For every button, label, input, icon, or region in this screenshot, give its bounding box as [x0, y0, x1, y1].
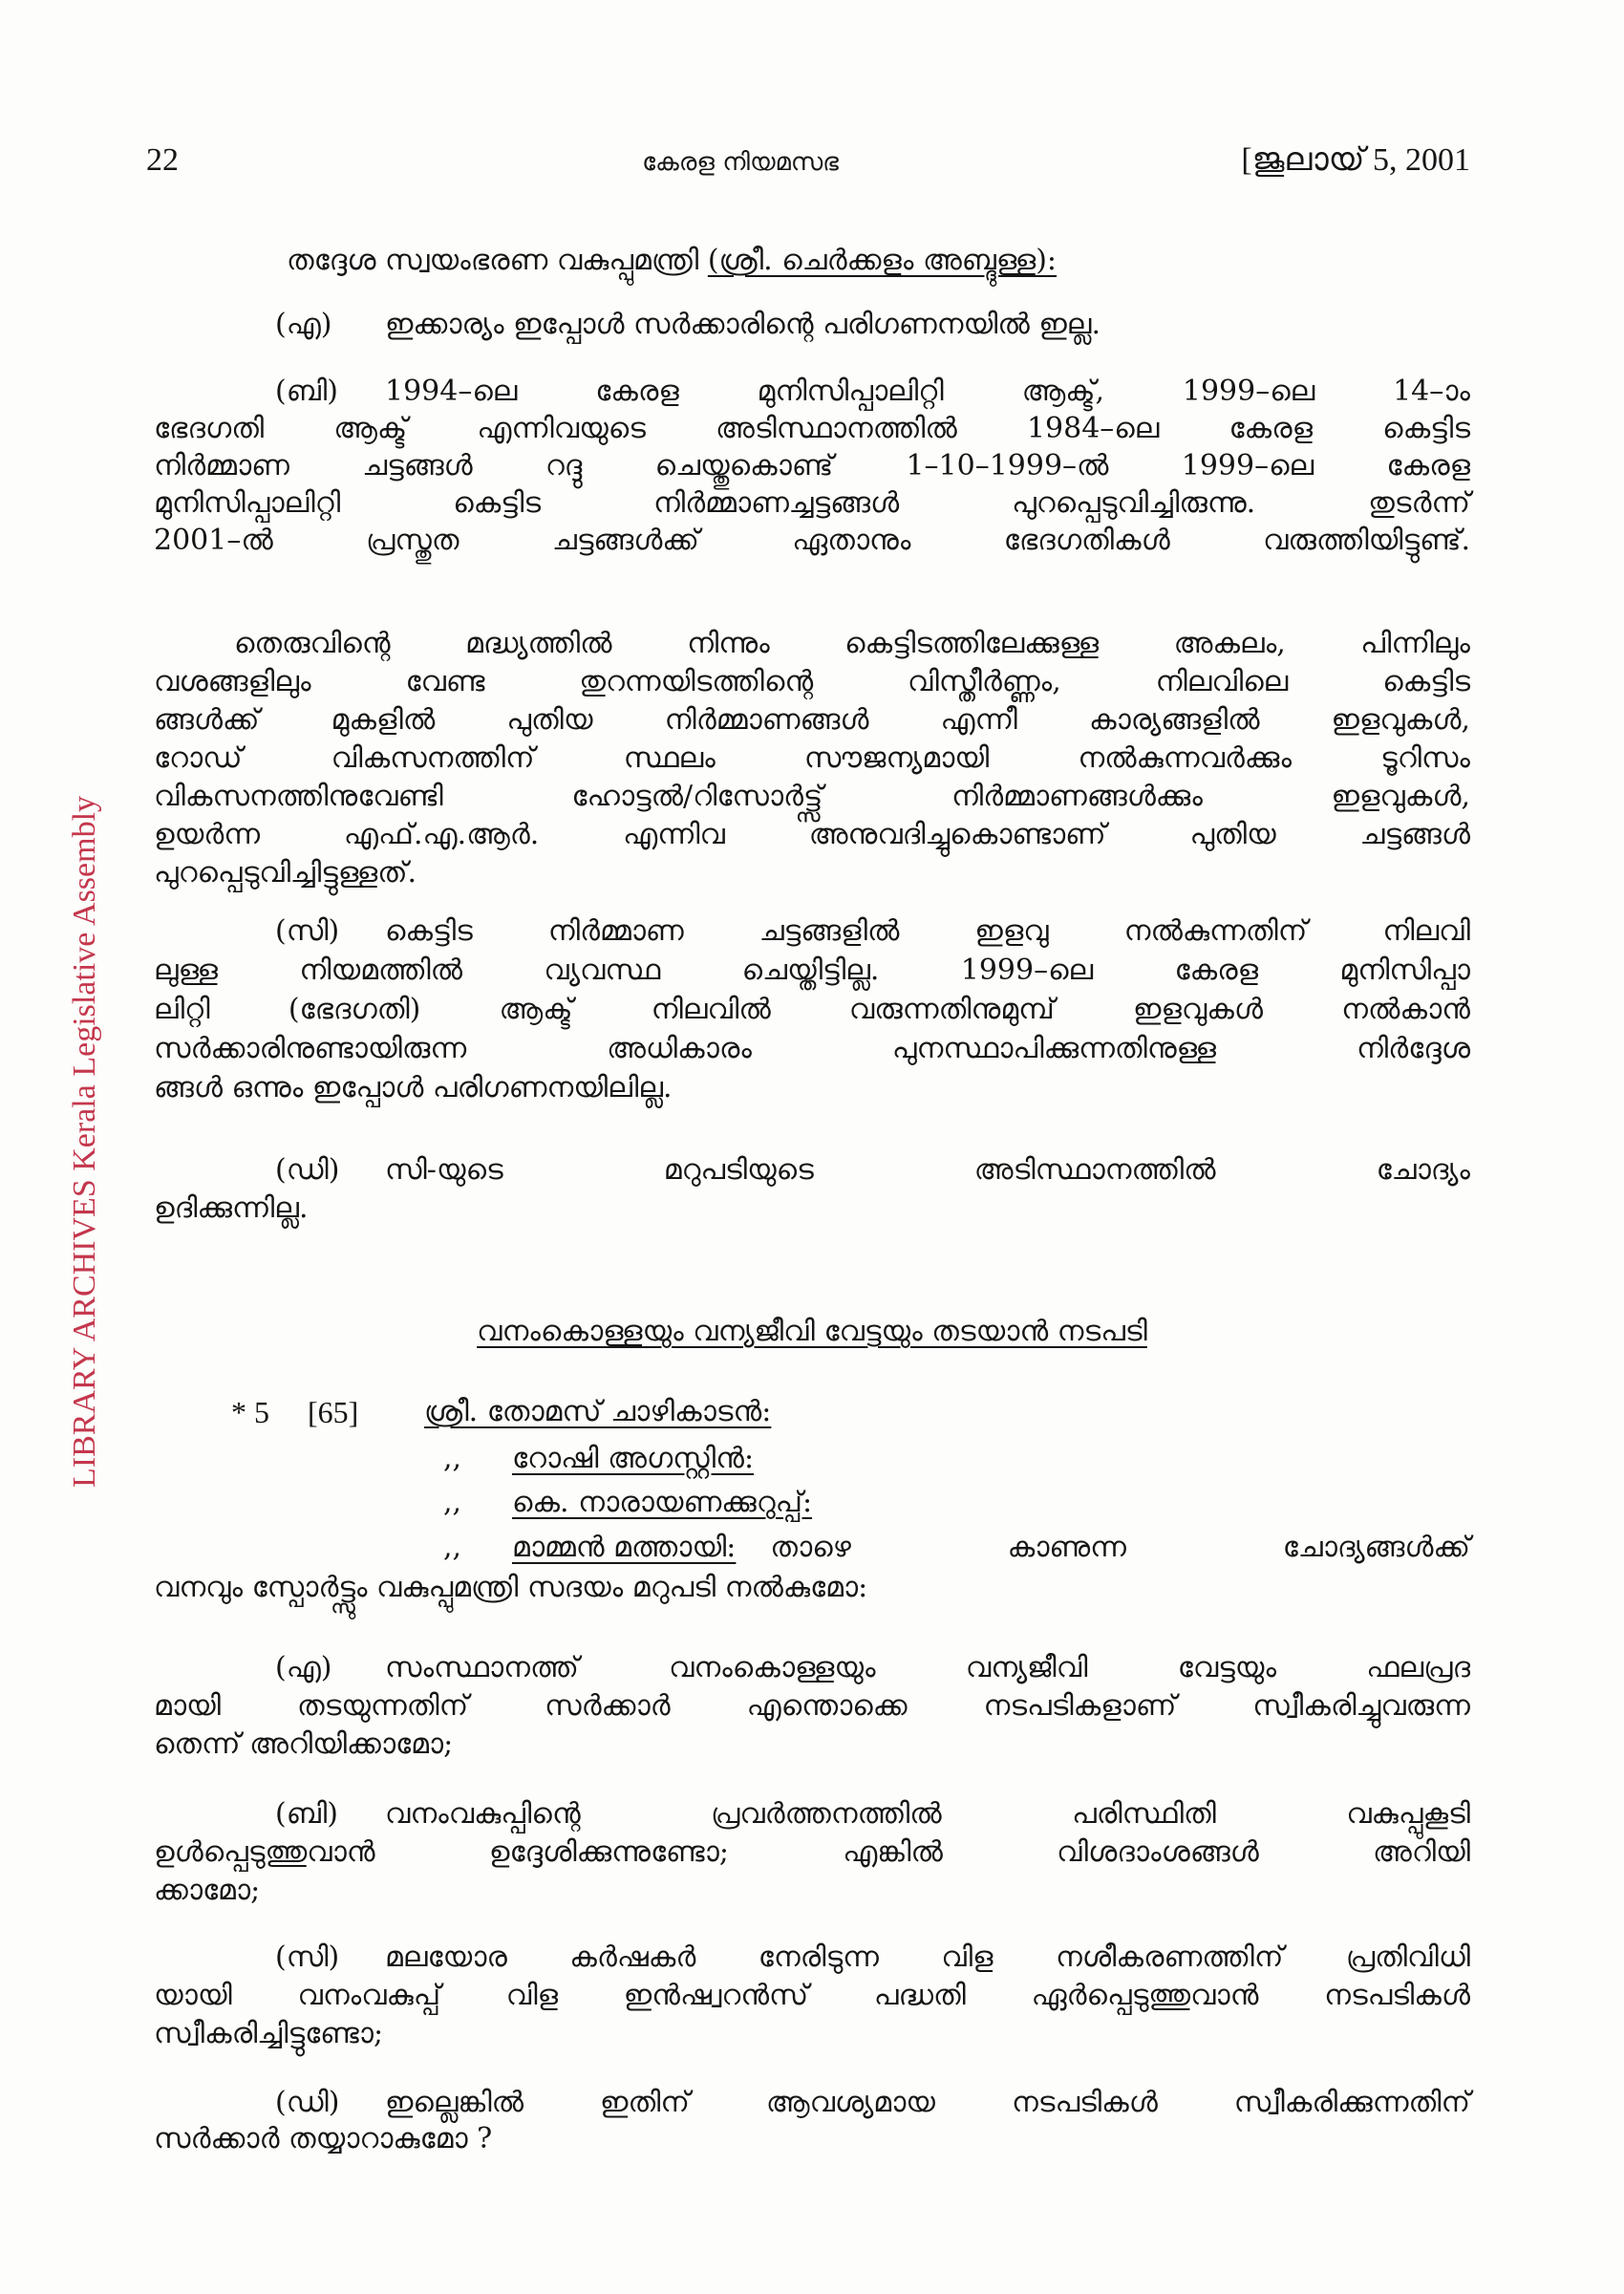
question-a-line: മായി തടയുന്നതിന് സർക്കാർ എന്തൊക്കെ നടപടികളാണ് സ്വീകരിച്ചുവരുന്ന: [154, 1689, 1470, 1723]
answer-c-line: ലിറ്റി (ഭേദഗതി) ആക്ട് നിലവിൽ വരുന്നതിനുമുമ്പ് ഇളവുകൾ നൽകാൻ: [154, 993, 1470, 1026]
member-name: ശ്രീ. തോമസ് ചാഴികാടൻ:: [424, 1395, 772, 1428]
answer-detail-line: വികസനത്തിനുവേണ്ടി ഹോട്ടൽ/റിസോർട്ട്സ് നിർമ്മാണങ്ങൾക്കും ഇളവുകൾ,: [154, 780, 1470, 813]
question-b-line: വനംവകുപ്പിന്റെ പ്രവർത്തനത്തിൽ പരിസ്ഥിതി വകുപ്പുകൂടി: [385, 1797, 1470, 1831]
answer-b-line: നിർമ്മാണ ചട്ടങ്ങൾ റദ്ദു ചെയ്തുകൊണ്ട് 1–10–1999–ൽ 1999–ലെ കേരള: [154, 449, 1470, 482]
member-line: [512, 1440, 1181, 1478]
answer-detail-line: റോഡ് വികസനത്തിന് സ്ഥലം സൗജന്യമായി നൽകുന്നവർക്കും ടൂറിസം: [154, 741, 1470, 775]
question-d-label: (ഡി): [275, 2086, 340, 2119]
answer-detail-line: വശങ്ങളിലും വേണ്ട തുറന്നയിടത്തിന്റെ വിസ്തീർണ്ണം, നിലവിലെ കെട്ടിട: [154, 665, 1470, 698]
page-title: കേരള നിയമസഭ: [642, 148, 839, 177]
answer-detail-line: ങ്ങൾക്ക് മുകളിൽ പുതിയ നിർമ്മാണങ്ങൾ എന്നീ കാര്യങ്ങളിൽ ഇളവുകൾ,: [154, 703, 1470, 737]
answer-d-line: സി-യുടെ മറുപടിയുടെ അടിസ്ഥാനത്തിൽ ചോദ്യം: [385, 1153, 1470, 1187]
session-date: [ജൂലായ് 5, 2001: [1241, 142, 1470, 178]
member-name: മാമ്മൻ മത്തായി:: [512, 1531, 737, 1564]
question-heading-text: വനംകൊള്ളയും വന്യജീവി വേട്ടയും തടയാൻ നടപടി: [477, 1315, 1147, 1348]
answer-detail-line: ഉയർന്ന എഫ്.എ.ആർ. എന്നിവ അനുവദിച്ചുകൊണ്ടാണ് പുതിയ ചട്ടങ്ങൾ: [154, 818, 1470, 851]
minister-line: [287, 242, 1470, 280]
answer-detail-line: പുറപ്പെടുവിച്ചിട്ടുള്ളത്.: [154, 856, 417, 890]
minister-name: (ശ്രീ. ചെർക്കളം അബ്ദുള്ള):: [707, 244, 1058, 277]
answer-a: [275, 306, 1470, 344]
question-intro-line: വനവും സ്പോർട്ട്സും വകുപ്പുമന്ത്രി സദയം മറുപടി നൽകുമോ:: [154, 1571, 868, 1604]
archive-stamp: LIBRARY ARCHIVES Kerala Legislative Assembly: [67, 796, 102, 1489]
question-c: [275, 1939, 1470, 1977]
member-name: കെ. നാരായണക്കുറുപ്പ്:: [512, 1486, 813, 1519]
answer-d-line: ഉദിക്കുന്നില്ല.: [154, 1191, 309, 1225]
answer-c-line: കെട്ടിട നിർമ്മാണ ചട്ടങ്ങളിൽ ഇളവു നൽകുന്നതിന് നിലവി: [385, 914, 1470, 948]
answer-b-line: 1994–ലെ കേരള മുനിസിപ്പാലിറ്റി ആക്ട്, 1999–ലെ 14–ാം: [385, 375, 1470, 408]
member-line: [512, 1529, 1470, 1567]
question-a-line: തെന്ന് അറിയിക്കാമോ;: [154, 1727, 454, 1761]
answer-b-line: ഭേദഗതി ആക്ട് എന്നിവയുടെ അടിസ്ഥാനത്തിൽ 1984–ലെ കേരള കെട്ടിട: [154, 412, 1470, 445]
answer-b-line: മുനിസിപ്പാലിറ്റി കെട്ടിട നിർമ്മാണച്ചട്ടങ്ങൾ പുറപ്പെടുവിച്ചിരുന്നു. തുടർന്ന്: [154, 486, 1470, 520]
answer-detail-line: തെരുവിന്റെ മദ്ധ്യത്തിൽ നിന്നും കെട്ടിടത്തിലേക്കുള്ള അകലം, പിന്നിലും: [234, 627, 1470, 660]
answer-c-line: സർക്കാരിനുണ്ടായിരുന്ന അധികാരം പുനസ്ഥാപിക്കുന്നതിനുള്ള നിർദ്ദേശ: [154, 1032, 1470, 1065]
ditto-mark: ,,: [443, 1531, 462, 1564]
question-d-line: ഇല്ലെങ്കിൽ ഇതിന് ആവശ്യമായ നടപടികൾ സ്വീകരിക്കുന്നതിന്: [385, 2086, 1470, 2119]
minister-title: തദ്ദേശ സ്വയംഭരണ വകുപ്പുമന്ത്രി: [287, 244, 699, 277]
question-b-line: ക്കാമോ;: [154, 1874, 261, 1907]
question-c-label: (സി): [275, 1940, 340, 1974]
question-a-label: (എ): [275, 1651, 332, 1684]
answer-c-line: ലുള്ള നിയമത്തിൽ വ്യവസ്ഥ ചെയ്തിട്ടില്ല. 1999–ലെ കേരള മുനിസിപ്പാ: [154, 954, 1470, 987]
answer-b-label: (ബി): [275, 375, 339, 408]
question-d-line: സർക്കാർ തയ്യാറാകുമോ ?: [154, 2122, 493, 2155]
question-b-label: (ബി): [275, 1797, 339, 1831]
answer-c: [275, 912, 1470, 951]
question-intro-tail: താഴെ കാണുന്ന ചോദ്യങ്ങൾക്ക്: [770, 1531, 1470, 1564]
question-number: * 5: [231, 1395, 269, 1429]
question-heading: [287, 1313, 1337, 1351]
answer-a-label: (എ): [275, 308, 332, 341]
question-serial: [65]: [308, 1395, 359, 1429]
question-a: [275, 1649, 1470, 1687]
page-number: 22: [146, 142, 179, 178]
answer-b: [275, 373, 1470, 411]
question-a-line: സംസ്ഥാനത്ത് വനംകൊള്ളയും വന്യജീവി വേട്ടയും ഫലപ്രദ: [385, 1651, 1470, 1684]
answer-c-label: (സി): [275, 914, 340, 948]
member-line: [424, 1393, 1093, 1431]
question-c-line: മലയോര കർഷകർ നേരിടുന്ന വിള നശീകരണത്തിന് പ്രതിവിധി: [385, 1940, 1470, 1974]
question-c-line: യായി വനംവകുപ്പ് വിള ഇൻഷ്വറൻസ് പദ്ധതി ഏർപ്പെടുത്തുവാൻ നടപടികൾ: [154, 1979, 1470, 2012]
answer-c-line: ങ്ങൾ ഒന്നും ഇപ്പോൾ പരിഗണനയിലില്ല.: [154, 1071, 673, 1104]
member-line: [512, 1484, 1181, 1522]
question-d: [275, 2084, 1470, 2122]
answer-d: [275, 1151, 1470, 1190]
question-c-line: സ്വീകരിച്ചിട്ടുണ്ടോ;: [154, 2017, 384, 2050]
member-name: റോഷി അഗസ്റ്റിൻ:: [512, 1442, 755, 1475]
answer-a-line: ഇക്കാര്യം ഇപ്പോൾ സർക്കാരിന്റെ പരിഗണനയിൽ ഇല്ല.: [385, 308, 1100, 341]
ditto-mark: ,,: [443, 1442, 462, 1475]
answer-d-label: (ഡി): [275, 1153, 340, 1187]
question-b-line: ഉൾപ്പെടുത്തുവാൻ ഉദ്ദേശിക്കുന്നുണ്ടോ; എങ്കിൽ വിശദാംശങ്ങൾ അറിയി: [154, 1835, 1470, 1869]
question-b: [275, 1795, 1470, 1833]
ditto-mark: ,,: [443, 1486, 462, 1519]
answer-b-line: 2001–ൽ പ്രസ്തുത ചട്ടങ്ങൾക്ക് ഏതാനും ഭേദഗതികൾ വരുത്തിയിട്ടുണ്ട്.: [154, 524, 1470, 557]
